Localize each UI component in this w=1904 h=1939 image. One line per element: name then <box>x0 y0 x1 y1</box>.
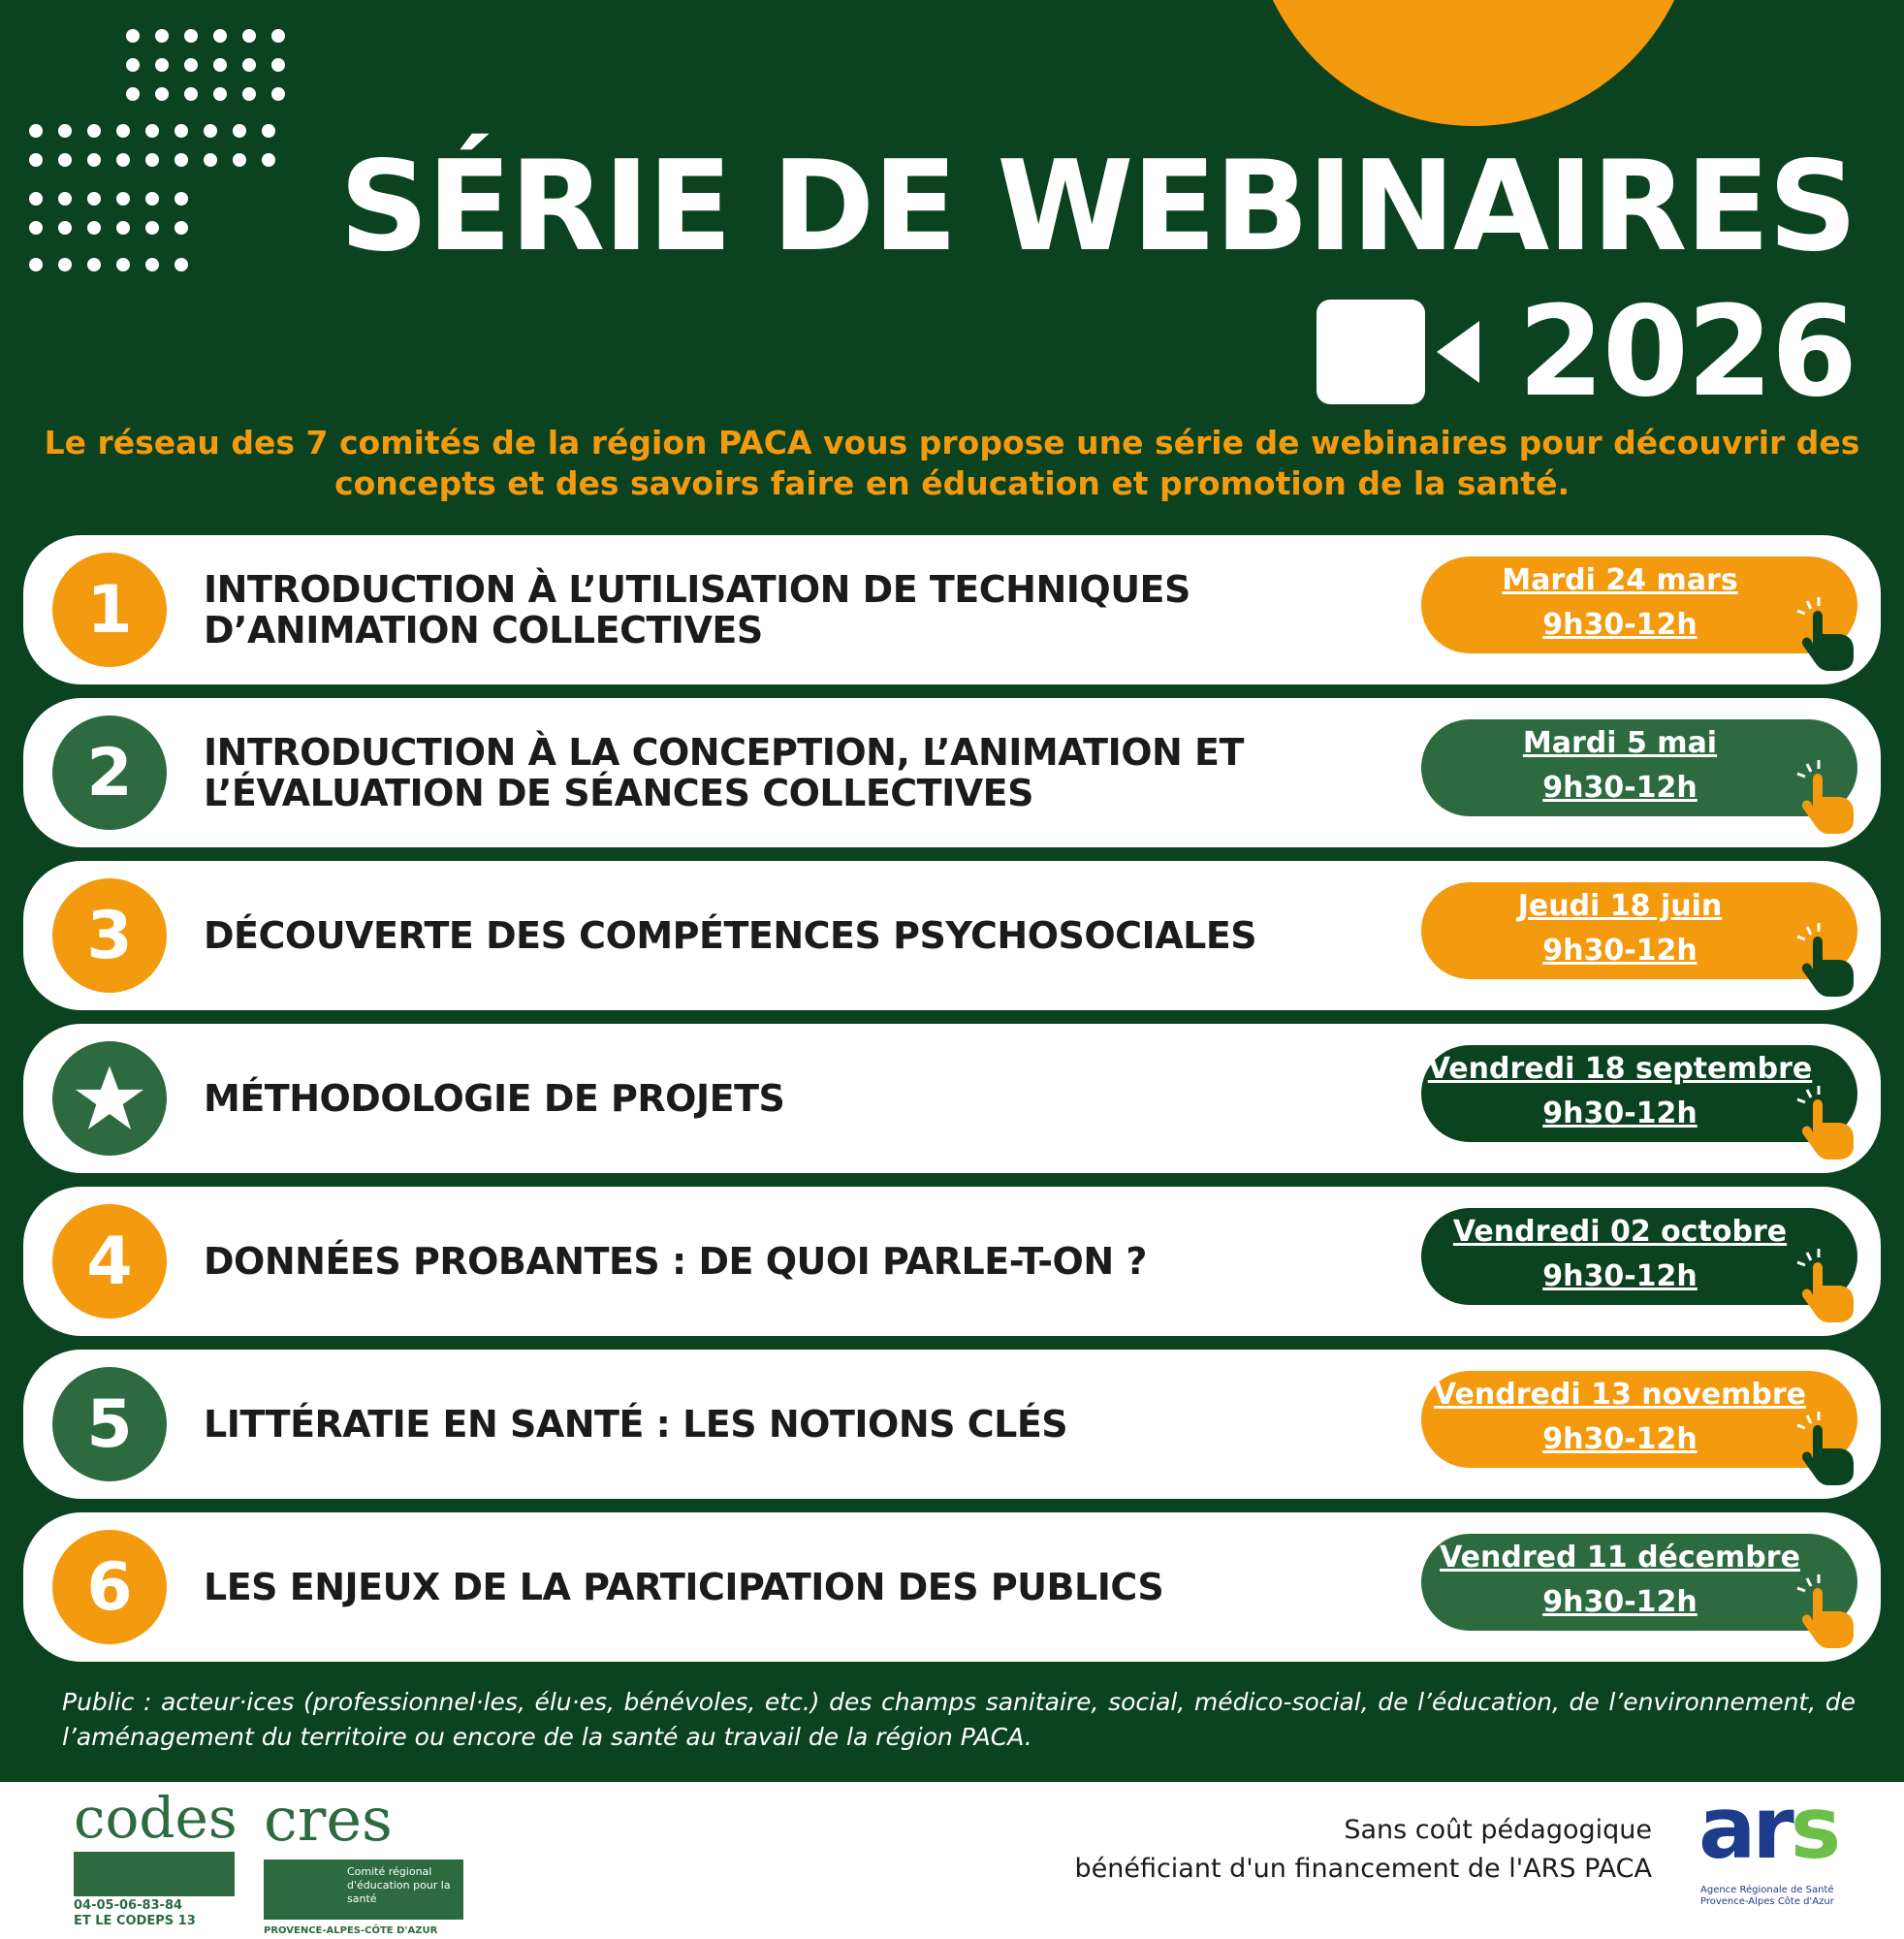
pointing-hand-icon <box>1795 595 1863 673</box>
decorative-dot <box>184 87 198 101</box>
decorative-dot <box>271 29 285 43</box>
webinar-row-1 <box>23 535 1881 684</box>
date-register-button[interactable] <box>1421 1534 1857 1631</box>
webinar-time: 9h30-12h <box>1542 771 1698 805</box>
webinar-title: INTRODUCTION À LA CONCEPTION, L’ANIMATION ET L’ÉVALUATION DE SÉANCES COLLECTIVES <box>204 731 1244 814</box>
number-badge: 5 <box>52 1367 167 1481</box>
decorative-dot <box>213 58 227 72</box>
year-label: 2026 <box>1517 280 1856 425</box>
decorative-dot <box>213 29 227 43</box>
webinar-title: LES ENJEUX DE LA PARTICIPATION DES PUBLICS <box>204 1566 1164 1608</box>
webinar-title: LITTÉRATIE EN SANTÉ : LES NOTIONS CLÉS <box>204 1403 1068 1446</box>
orange-sun-shape <box>1251 0 1697 126</box>
decorative-dot <box>87 153 101 167</box>
date-register-button[interactable] <box>1421 1208 1857 1305</box>
decorative-dot <box>58 153 72 167</box>
audience-note: Public : acteur·ices (professionnel·les, élu·es, bénévoles, etc.) des champs sanitaire, social, médico-social, de l’éducation, de l’environnement, de l’aménagement du territoire ou encore de la santé au travail de la région PACA. <box>62 1688 1856 1751</box>
webinar-time: 9h30-12h <box>1542 934 1698 968</box>
codes-logo-sub <box>74 1898 196 1929</box>
decorative-dot <box>175 124 188 138</box>
webinar-time: 9h30-12h <box>1542 1259 1698 1293</box>
decorative-dot <box>155 87 169 101</box>
decorative-dot <box>29 153 43 167</box>
webinar-row-5 <box>23 1350 1881 1499</box>
cost-line: Sans coût pédagogique <box>1344 1815 1652 1845</box>
webinar-row-6 <box>23 1512 1881 1662</box>
decorative-dot <box>116 192 130 206</box>
pointing-hand-icon <box>1795 1410 1863 1487</box>
date-register-button[interactable] <box>1421 1045 1857 1142</box>
number-badge: 2 <box>52 715 167 830</box>
decorative-dot <box>213 87 227 101</box>
date-register-button[interactable] <box>1421 882 1857 979</box>
date-register-button[interactable] <box>1421 719 1857 816</box>
webinar-row-3 <box>23 861 1881 1010</box>
ars-logo-word <box>1698 1778 1838 1878</box>
decorative-dot <box>145 221 159 235</box>
webinar-time: 9h30-12h <box>1542 1422 1698 1456</box>
decorative-dot <box>116 221 130 235</box>
decorative-dot <box>233 124 246 138</box>
decorative-dot <box>87 258 101 271</box>
decorative-dot <box>271 58 285 72</box>
pointing-hand-icon <box>1795 1573 1863 1650</box>
decorative-dot <box>116 153 130 167</box>
funding-note <box>1074 1811 1652 1889</box>
webinar-time: 9h30-12h <box>1542 608 1698 642</box>
webinar-time: 9h30-12h <box>1542 1585 1698 1619</box>
page-title: SÉRIE DE WEBINAIRES <box>339 135 1856 279</box>
decorative-dot <box>58 258 72 271</box>
decorative-dot <box>184 58 198 72</box>
webinar-title: MÉTHODOLOGIE DE PROJETS <box>204 1077 785 1120</box>
webinar-row-4 <box>23 1187 1881 1336</box>
decorative-dot <box>126 58 140 72</box>
webinar-title: DÉCOUVERTE DES COMPÉTENCES PSYCHOSOCIALES <box>204 914 1257 957</box>
webinar-date: Vendredi 02 octobre <box>1452 1215 1788 1249</box>
codes-sub-line1: 04-05-06-83-84 <box>74 1898 183 1913</box>
number-badge: 1 <box>52 553 167 667</box>
cres-logo <box>264 1784 467 1936</box>
webinar-date: Jeudi 18 juin <box>1517 889 1723 923</box>
date-register-button[interactable] <box>1421 556 1857 653</box>
decorative-dot <box>242 58 256 72</box>
webinar-row-2 <box>23 698 1881 847</box>
number-badge: 3 <box>52 878 167 993</box>
codes-sub-line2: ET LE CODEPS 13 <box>74 1914 196 1928</box>
codes-logo-band <box>74 1852 235 1896</box>
webinar-date: Vendred 11 décembre <box>1440 1541 1800 1574</box>
number-badge: 4 <box>52 1204 167 1319</box>
decorative-dot <box>29 221 43 235</box>
codes-logo-word: codes <box>74 1785 238 1851</box>
decorative-dot <box>126 87 140 101</box>
webinar-date: Mardi 24 mars <box>1502 563 1738 597</box>
decorative-dot <box>204 153 217 167</box>
decorative-dot <box>126 29 140 43</box>
cres-logo-foot: PROVENCE-ALPES-CÔTE D'AZUR <box>264 1925 438 1936</box>
ars-logo-sub: Agence Régionale de Santé Provence-Alpes Côte d'Azur <box>1700 1885 1834 1907</box>
number-badge: 6 <box>52 1530 167 1644</box>
decorative-dot <box>175 153 188 167</box>
title-year-row <box>1317 280 1856 425</box>
webinar-date: Vendredi 18 septembre <box>1427 1052 1813 1086</box>
pointing-hand-icon <box>1795 758 1863 836</box>
decorative-dot <box>29 258 43 271</box>
decorative-dot <box>116 258 130 271</box>
decorative-dot <box>233 153 246 167</box>
decorative-dot <box>87 221 101 235</box>
star-icon <box>73 1062 146 1135</box>
decorative-dot <box>242 87 256 101</box>
decorative-dot <box>145 192 159 206</box>
decorative-dot <box>175 258 188 271</box>
decorative-dot <box>145 258 159 271</box>
decorative-dot <box>155 29 169 43</box>
footer <box>0 1778 1904 1939</box>
pointing-hand-icon <box>1795 1084 1863 1161</box>
funding-line: bénéficiant d'un financement de l'ARS PACA <box>1074 1854 1652 1884</box>
pointing-hand-icon <box>1795 921 1863 999</box>
decorative-dot <box>262 153 275 167</box>
ars-logo-letters: ar <box>1698 1778 1791 1878</box>
webinar-title: INTRODUCTION À L’UTILISATION DE TECHNIQUES D’ANIMATION COLLECTIVES <box>204 568 1190 652</box>
decorative-dot <box>175 221 188 235</box>
webinar-time: 9h30-12h <box>1542 1097 1698 1130</box>
webinar-title: DONNÉES PROBANTES : DE QUOI PARLE-T-ON ? <box>204 1240 1147 1283</box>
decorative-dot <box>242 29 256 43</box>
decorative-dot <box>262 124 275 138</box>
webinar-row-star <box>23 1024 1881 1173</box>
decorative-dot <box>116 124 130 138</box>
decorative-dot <box>175 192 188 206</box>
decorative-dot <box>58 221 72 235</box>
cres-logo-word: cres <box>264 1784 393 1855</box>
ars-logo-s: s <box>1790 1778 1838 1878</box>
ars-logo <box>1698 1778 1863 1922</box>
video-camera-icon <box>1317 300 1481 406</box>
date-register-button[interactable] <box>1421 1371 1857 1468</box>
decorative-dot <box>145 124 159 138</box>
star-badge <box>52 1041 167 1156</box>
decorative-dot <box>58 124 72 138</box>
decorative-dot <box>29 192 43 206</box>
decorative-dot <box>271 87 285 101</box>
decorative-dot <box>204 124 217 138</box>
decorative-dot <box>58 192 72 206</box>
decorative-dot <box>184 29 198 43</box>
intro-text: Le réseau des 7 comités de la région PACA vous propose une série de webinaires pour découvrir des concepts et des savoirs faire en éducation et promotion de la santé. <box>44 424 1860 502</box>
decorative-dot <box>87 124 101 138</box>
decorative-dot <box>145 153 159 167</box>
decorative-dot <box>29 124 43 138</box>
codes-logo <box>74 1785 238 1935</box>
pointing-hand-icon <box>1795 1247 1863 1324</box>
decorative-dot <box>87 192 101 206</box>
webinar-date: Vendredi 13 novembre <box>1433 1378 1807 1412</box>
webinar-date: Mardi 5 mai <box>1522 726 1718 760</box>
cres-logo-sub: Comité régional d'éducation pour la santé <box>347 1865 451 1905</box>
decorative-dot <box>155 58 169 72</box>
